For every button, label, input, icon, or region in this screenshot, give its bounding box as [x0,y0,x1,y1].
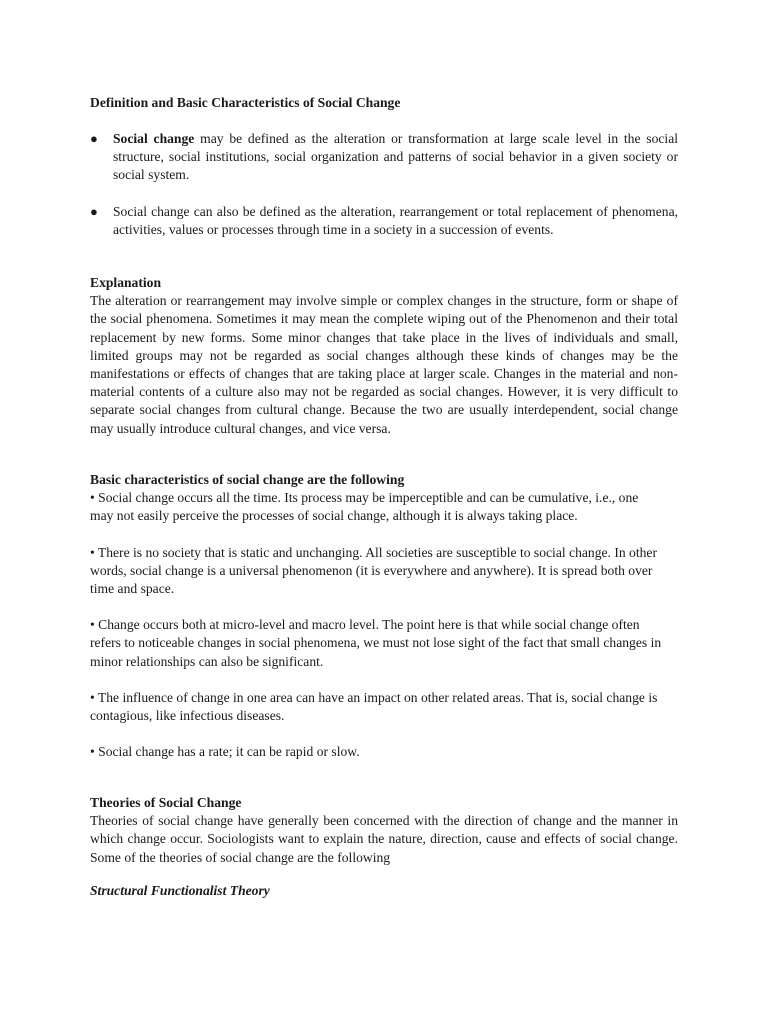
bullet-icon: ● [90,203,98,219]
characteristics-section [90,471,678,779]
characteristic-item: • Change occurs both at micro-level and macro level. The point here is that while social change often refers to noticeable changes in social phenomena, we must not lose sight of the fact that small changes in minor relationships can also be significant. [90,617,662,669]
definition-text: may be defined as the alteration or transformation at large scale level in the social structure, social institutions, social organization and patterns of social behavior in a given society or social system. [113,131,679,183]
theories-text: Theories of social change have generally been concerned with the direction of change and the manner in which change occur. Sociologists want to explain the nature, direction, cause and effects of social change. Some of the theories of social change are the following [90,813,678,865]
definition-bold-lead: Social change [113,131,195,146]
definition-list [90,130,678,257]
characteristic-item: • The influence of change in one area can have an impact on other related areas. That is, social change is contagious, like infectious diseases. [90,689,658,724]
theories-section [90,794,678,867]
explanation-section [90,274,678,438]
explanation-text: The alteration or rearrangement may involve simple or complex changes in the structure, form or shape of the social phenomena. Sometimes it may mean the complete wiping out of the Phenomenon and their total replacement by new forms. Some minor changes that take place in the lives of individuals and small, limited groups may not be regarded as social changes although these kinds of changes may be the manifestations or effects of changes that are taking place at larger scale. Changes in the material and non- material contents of a culture also may not be regarded as social changes. However, it is very difficult to separate social changes from cultural change. Because the two are usually interdependent, social change may usually introduce cultural changes, and vice versa. [90,293,678,436]
characteristic-item: • Social change has a rate; it can be rapid or slow. [90,744,360,760]
characteristics-heading: Basic characteristics of social change are the following [90,472,405,487]
definition-item-1 [90,130,678,185]
definition-item-2 [90,203,678,239]
definition-text: Social change can also be defined as the alteration, rearrangement or total replacement of phenomena, activities, values or processes through time in a society in a succession of events. [113,203,678,237]
characteristic-item: • There is no society that is static and unchanging. All societies are susceptible to social change. In other words, social change is a universal phenomenon (it is everywhere and anywhere). It is spread both over time and space. [90,544,657,597]
document-title: Definition and Basic Characteristics of Social Change [90,95,401,110]
structural-heading: Structural Functionalist Theory [90,883,270,898]
theories-heading: Theories of Social Change [90,795,242,810]
bullet-icon: ● [90,131,98,146]
characteristic-item: • Social change occurs all the time. Its process may be imperceptible and can be cumulative, i.e., one may not easily perceive the processes of social change, although it is always taking place. [90,490,639,524]
explanation-heading: Explanation [90,275,162,290]
structural-section [90,882,678,900]
